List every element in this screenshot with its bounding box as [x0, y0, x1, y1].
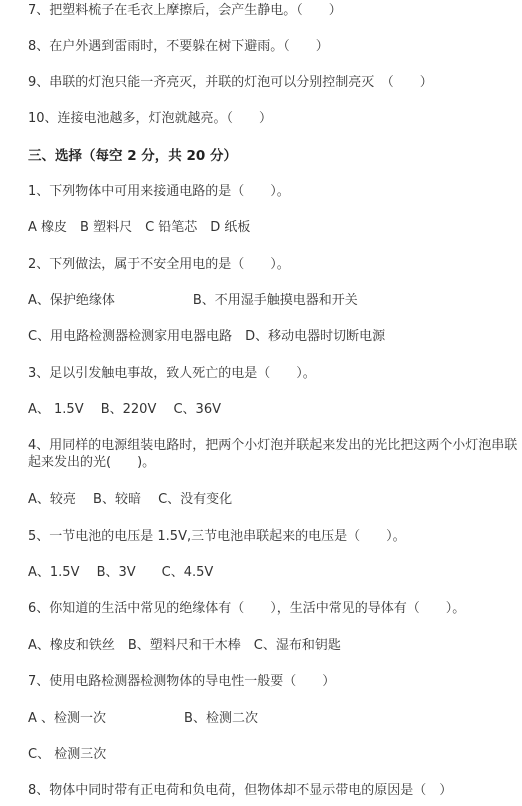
question-true-false-10: 10、连接电池越多，灯泡就越亮。（ ）	[28, 111, 273, 126]
question-choice-2: 2、下列做法，属于不安全用电的是（ ）。	[28, 257, 290, 272]
section-heading-choice: 三、选择（每空 2 分，共 20 分）	[28, 148, 237, 164]
question-true-false-9: 9、串联的灯泡只能一齐亮灭，并联的灯泡可以分别控制亮灭 （ ）	[28, 75, 433, 90]
question-choice-1: 1、下列物体中可用来接通电路的是（ ）。	[28, 184, 290, 199]
options-choice-3: A、 1.5V B、220V C、36V	[28, 402, 221, 417]
question-choice-4: 4、用同样的电源组装电路时，把两个小灯泡并联起来发出的光比把这两个小灯泡串联起来发出的光( )。	[28, 438, 518, 470]
question-choice-3: 3、足以引发触电事故，致人死亡的电是（ ）。	[28, 366, 316, 381]
options-choice-6: A、橡皮和铁丝 B、塑料尺和干木棒 C、湿布和钥匙	[28, 638, 341, 653]
question-choice-7: 7、使用电路检测器检测物体的导电性一般要（ ）	[28, 674, 336, 689]
options-choice-2-ab: A、保护绝缘体 B、不用湿手触摸电器和开关	[28, 293, 358, 308]
options-choice-1: A 橡皮 B 塑料尺 C 铅笔芯 D 纸板	[28, 220, 251, 235]
options-choice-5: A、1.5V B、3V C、4.5V	[28, 565, 214, 580]
question-choice-8: 8、物体中同时带有正电荷和负电荷，但物体却不显示带电的原因是（ ）	[28, 783, 453, 798]
options-choice-2-cd: C、用电路检测器检测家用电器电路 D、移动电器时切断电源	[28, 329, 386, 344]
options-choice-7-ab: A 、检测一次 B、检测二次	[28, 711, 258, 726]
question-choice-5: 5、一节电池的电压是 1.5V,三节电池串联起来的电压是（ ）。	[28, 529, 406, 544]
question-true-false-8: 8、在户外遇到雷雨时，不要躲在树下避雨。（ ）	[28, 39, 329, 54]
question-true-false-7: 7、把塑料梳子在毛衣上摩擦后，会产生静电。（ ）	[28, 3, 342, 18]
question-choice-6: 6、你知道的生活中常见的绝缘体有（ ），生活中常见的导体有（ ）。	[28, 601, 466, 616]
options-choice-4: A、较亮 B、较暗 C、没有变化	[28, 492, 233, 507]
options-choice-7-c: C、 检测三次	[28, 747, 107, 762]
